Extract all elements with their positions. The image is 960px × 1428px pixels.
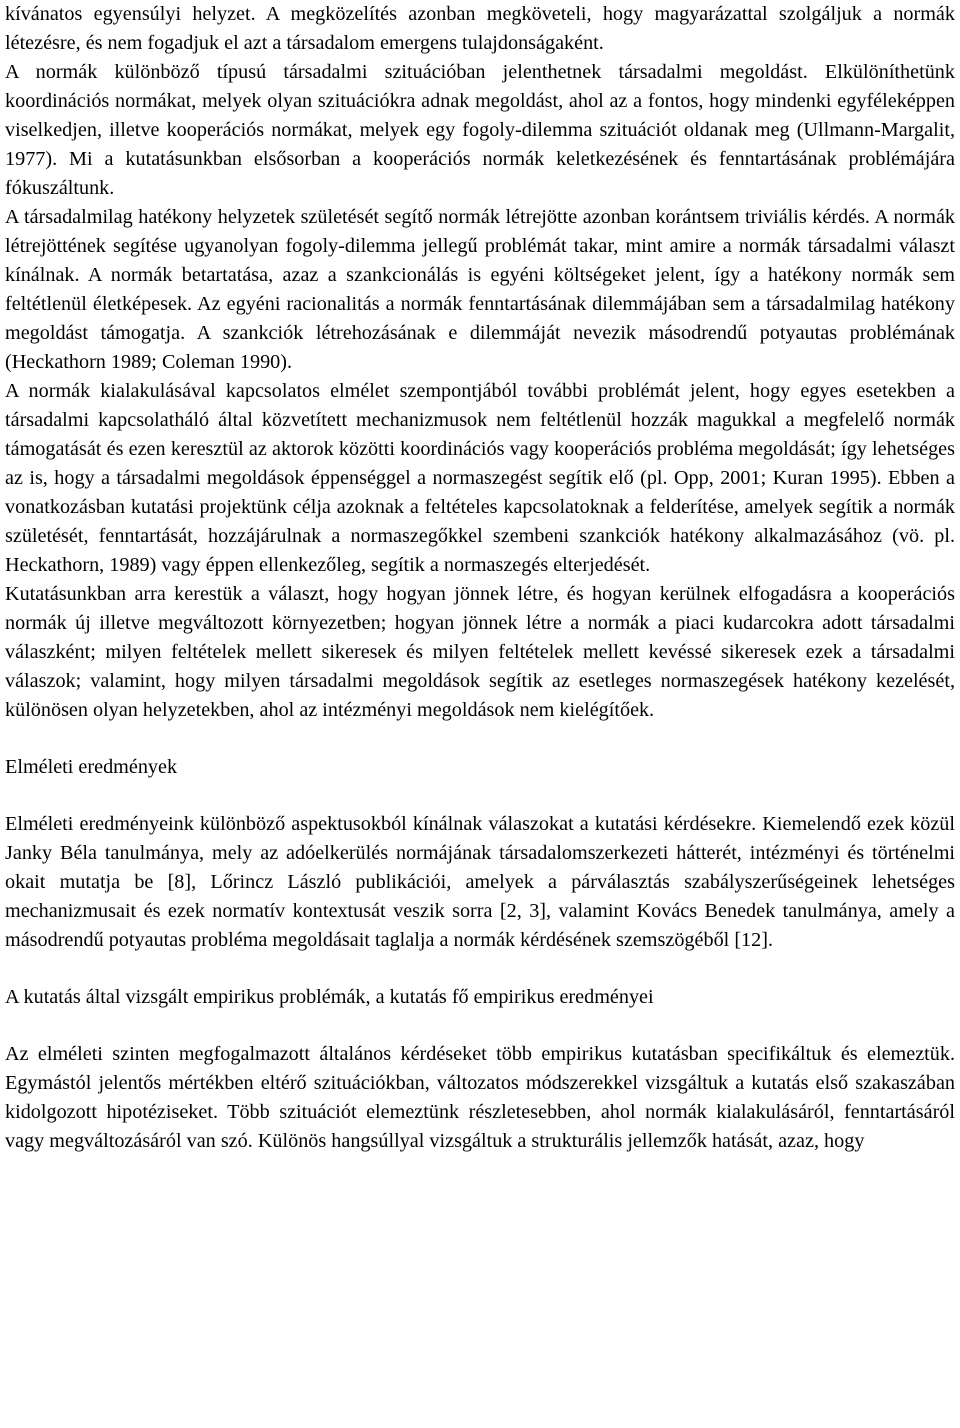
- paragraph-norm-types: A normák különböző típusú társadalmi szituációban jelenthetnek társadalmi megoldást. Elkülöníthetünk koordinációs normákat, melyek olyan szituációkra adnak megoldást, ahol az a fontos, hogy mindenki egyféleképpen viselkedjen, illetve kooperációs normákat, melyek egy fogoly-dilemma szituációt oldanak meg (Ullmann-Margalit, 1977). Mi a kutatásunkban elsősorban a kooperációs normák keletkezésének és fenntartásának problémájára fókuszáltunk.: [5, 61, 955, 199]
- paragraph-research-question: Kutatásunkban arra kerestük a választ, hogy hogyan jönnek létre, és hogyan kerülnek elfogadásra a kooperációs normák új illetve megváltozott környezetben; hogyan jönnek létre a normák a piaci kudarcokra adott társadalmi válaszként; milyen feltételek mellett sikeresek és milyen feltételek mellett kevéssé sikeresek ezek a társadalmi válaszok; valamint, hogy milyen társadalmi megoldások segítik az esetleges normaszegések hatékony kezelését, különösen olyan helyzetekben, ahol az intézményi megoldások nem kielégítőek.: [5, 583, 955, 721]
- section-heading-theoretical-results: Elméleti eredmények: [5, 756, 178, 778]
- document-page: [5, 0, 955, 1156]
- paragraph-theoretical-results: Elméleti eredményeink különböző aspektusokból kínálnak válaszokat a kutatási kérdésekre. Kiemelendő ezek közül Janky Béla tanulmánya, mely az adóelkerülés normájának társadalomszerkezeti hátterét, intézményi és történelmi okait mutatja be [8], Lőrincz László publikációi, amelyek a párválasztás szabályszerűségeinek lehetséges mechanizmusait és ezek normatív kontextusát veszik sorra [2, 3], valamint Kovács Benedek tanulmánya, amely a másodrendű potyautas probléma megoldásait taglalja a normák kérdésének szemszögéből [12].: [5, 813, 955, 951]
- section-heading-empirical-problems: A kutatás által vizsgált empirikus problémák, a kutatás fő empirikus eredményei: [5, 986, 654, 1008]
- paragraph-social-efficiency: A társadalmilag hatékony helyzetek születését segítő normák létrejötte azonban korántsem triviális kérdés. A normák létrejöttének segítése ugyanolyan fogoly-dilemma jellegű problémát takar, mint amire a normák társadalmi választ kínálnak. A normák betartatása, azaz a szankcionálás is egyéni költségeket jelent, így a hatékony normák sem feltétlenül életképesek. Az egyéni racionalitás a normák fenntartásának dilemmájában sem a társadalmilag hatékony megoldást támogatja. A szankciók létrehozásának e dilemmáját nevezik másodrendű potyautas problémának (Heckathorn 1989; Coleman 1990).: [5, 206, 955, 373]
- paragraph-empirical-results: Az elméleti szinten megfogalmazott általános kérdéseket több empirikus kutatásban specifikáltuk és elemeztük. Egymástól jelentős mértékben eltérő szituációkban, változatos módszerekkel vizsgáltuk a kutatás első szakaszában kidolgozott hipotéziseket. Több szituációt elemeztünk részletesebben, ahol normák kialakulásáról, fenntartásáról vagy megváltozásáról van szó. Különös hangsúllyal vizsgáltuk a strukturális jellemzők hatását, azaz, hogy: [5, 1043, 955, 1152]
- paragraph-norm-emergence-theory: A normák kialakulásával kapcsolatos elmélet szempontjából további problémát jelent, hogy egyes esetekben a társadalmi kapcsolatháló által közvetített mechanizmusok nem feltétlenül hozzák magukkal a megfelelő normák támogatását és ezen keresztül az aktorok közötti koordinációs vagy kooperációs probléma megoldását; így lehetséges az is, hogy a társadalmi megoldások éppenséggel a normaszegést segítik elő (pl. Opp, 2001; Kuran 1995). Ebben a vonatkozásban kutatási projektünk célja azoknak a feltételes kapcsolatoknak a felderítése, amelyek segítik a normák születését, fenntartását, hozzájárulnak a normaszegőkkel szembeni szankciók hatékony alkalmazásához (vö. pl. Heckathorn, 1989) vagy éppen ellenkezőleg, segítik a normaszegés elterjedését.: [5, 380, 955, 576]
- paragraph-intro-continuation: kívánatos egyensúlyi helyzet. A megközelítés azonban megköveteli, hogy magyarázattal szolgáljuk a normák létezésre, és nem fogadjuk el azt a társadalom emergens tulajdonságaként.: [5, 3, 955, 54]
